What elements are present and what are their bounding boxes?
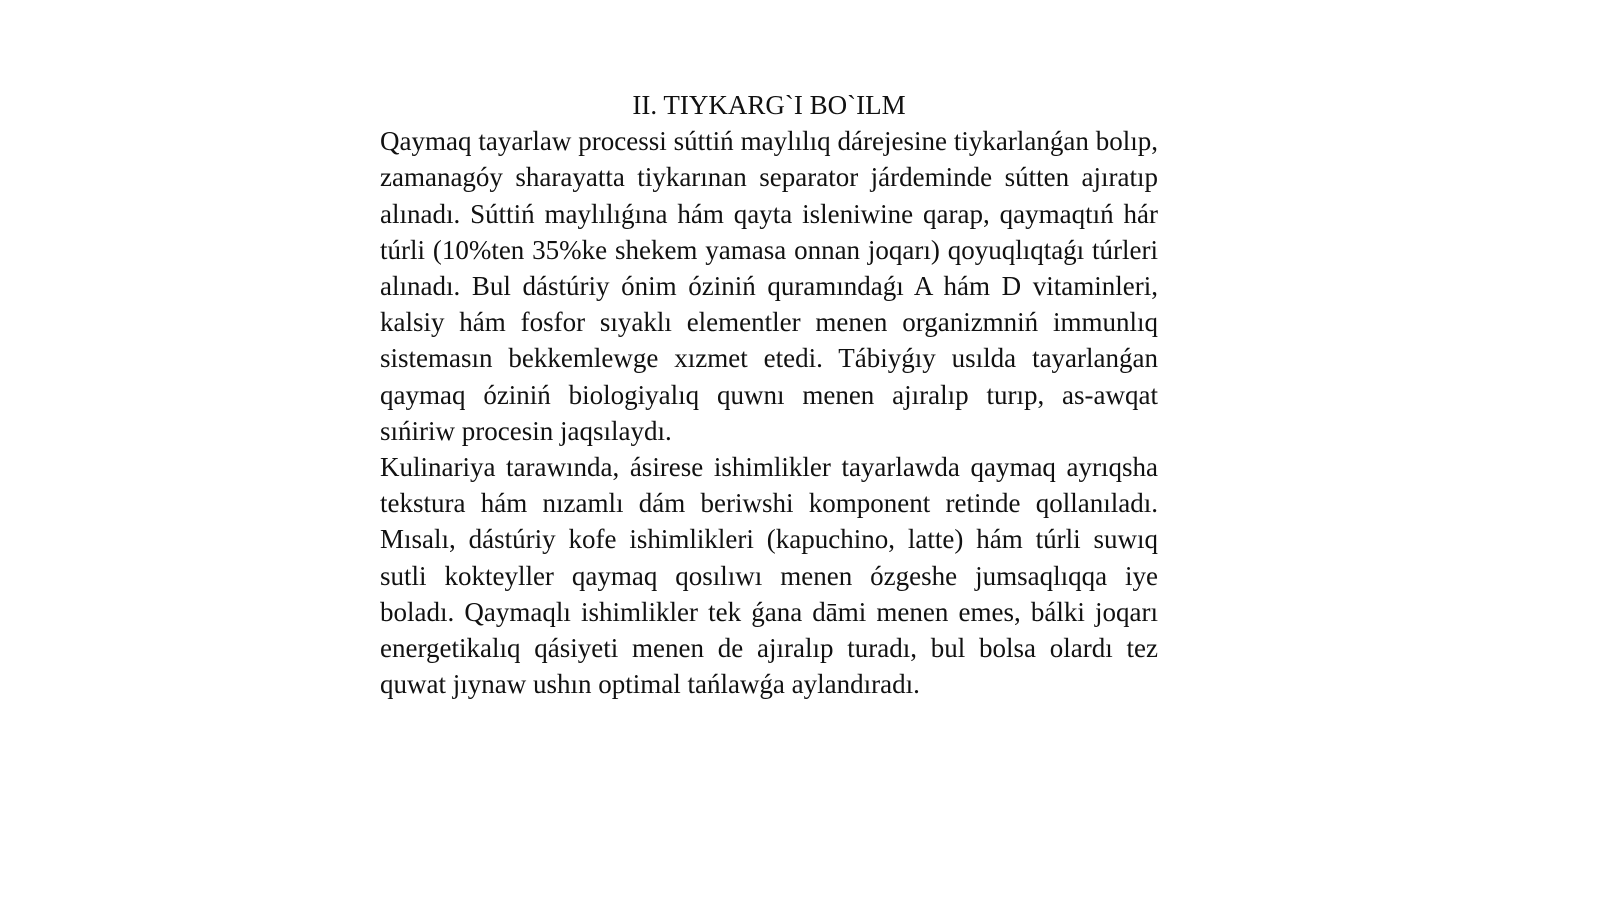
section-heading: II. TIYKARG`I BO`ILM — [632, 90, 906, 120]
paragraph-culinary-use: Kulinariya tarawında, ásirese ishimlikler tayarlawda qaymaq ayrıqsha tekstura hám nızamlı dám beriwshi komponent retinde qollanıladı. Mısalı, dástúriy kofe ishimlikleri (kapuchino, latte) hám túrli suwıq sutli kokteyller qaymaq qosılıwı menen ózgeshe jumsaqlıqqa iye boladı. Qaymaqlı ishimlikler tek ǵana dāmi menen emes, bálki joqarı energetikalıq qásiyeti menen de ajıralıp turadı, bul bolsa olardı tez quwat jıynaw ushın optimal tańlawǵa aylandıradı. — [380, 452, 1158, 700]
paragraph-cream-production: Qaymaq tayarlaw processi súttiń maylılıq dárejesine tiykarlanǵan bolıp, zamanagóy sharayatta tiykarınan separator járdeminde sútten ajıratıp alınadı. Súttiń maylılıǵına hám qayta isleniwine qarap, qaymaqtıń hár túrli (10%ten 35%ke shekem yamasa onnan joqarı) qoyuqlıqtaǵı túrleri alınadı. Bul dástúriy ónim óziniń quramındaǵı A hám D vitaminleri, kalsiy hám fosfor sıyaklı elementler menen organizmniń immunlıq sistemasın bekkemlewge xızmet etedi. Tábiyǵıy usılda tayarlanǵan qaymaq óziniń biologiyalıq quwnı menen ajıralıp turıp, as-awqat sıńiriw procesin jaqsılaydı. — [380, 126, 1158, 446]
document-body — [380, 87, 1158, 702]
